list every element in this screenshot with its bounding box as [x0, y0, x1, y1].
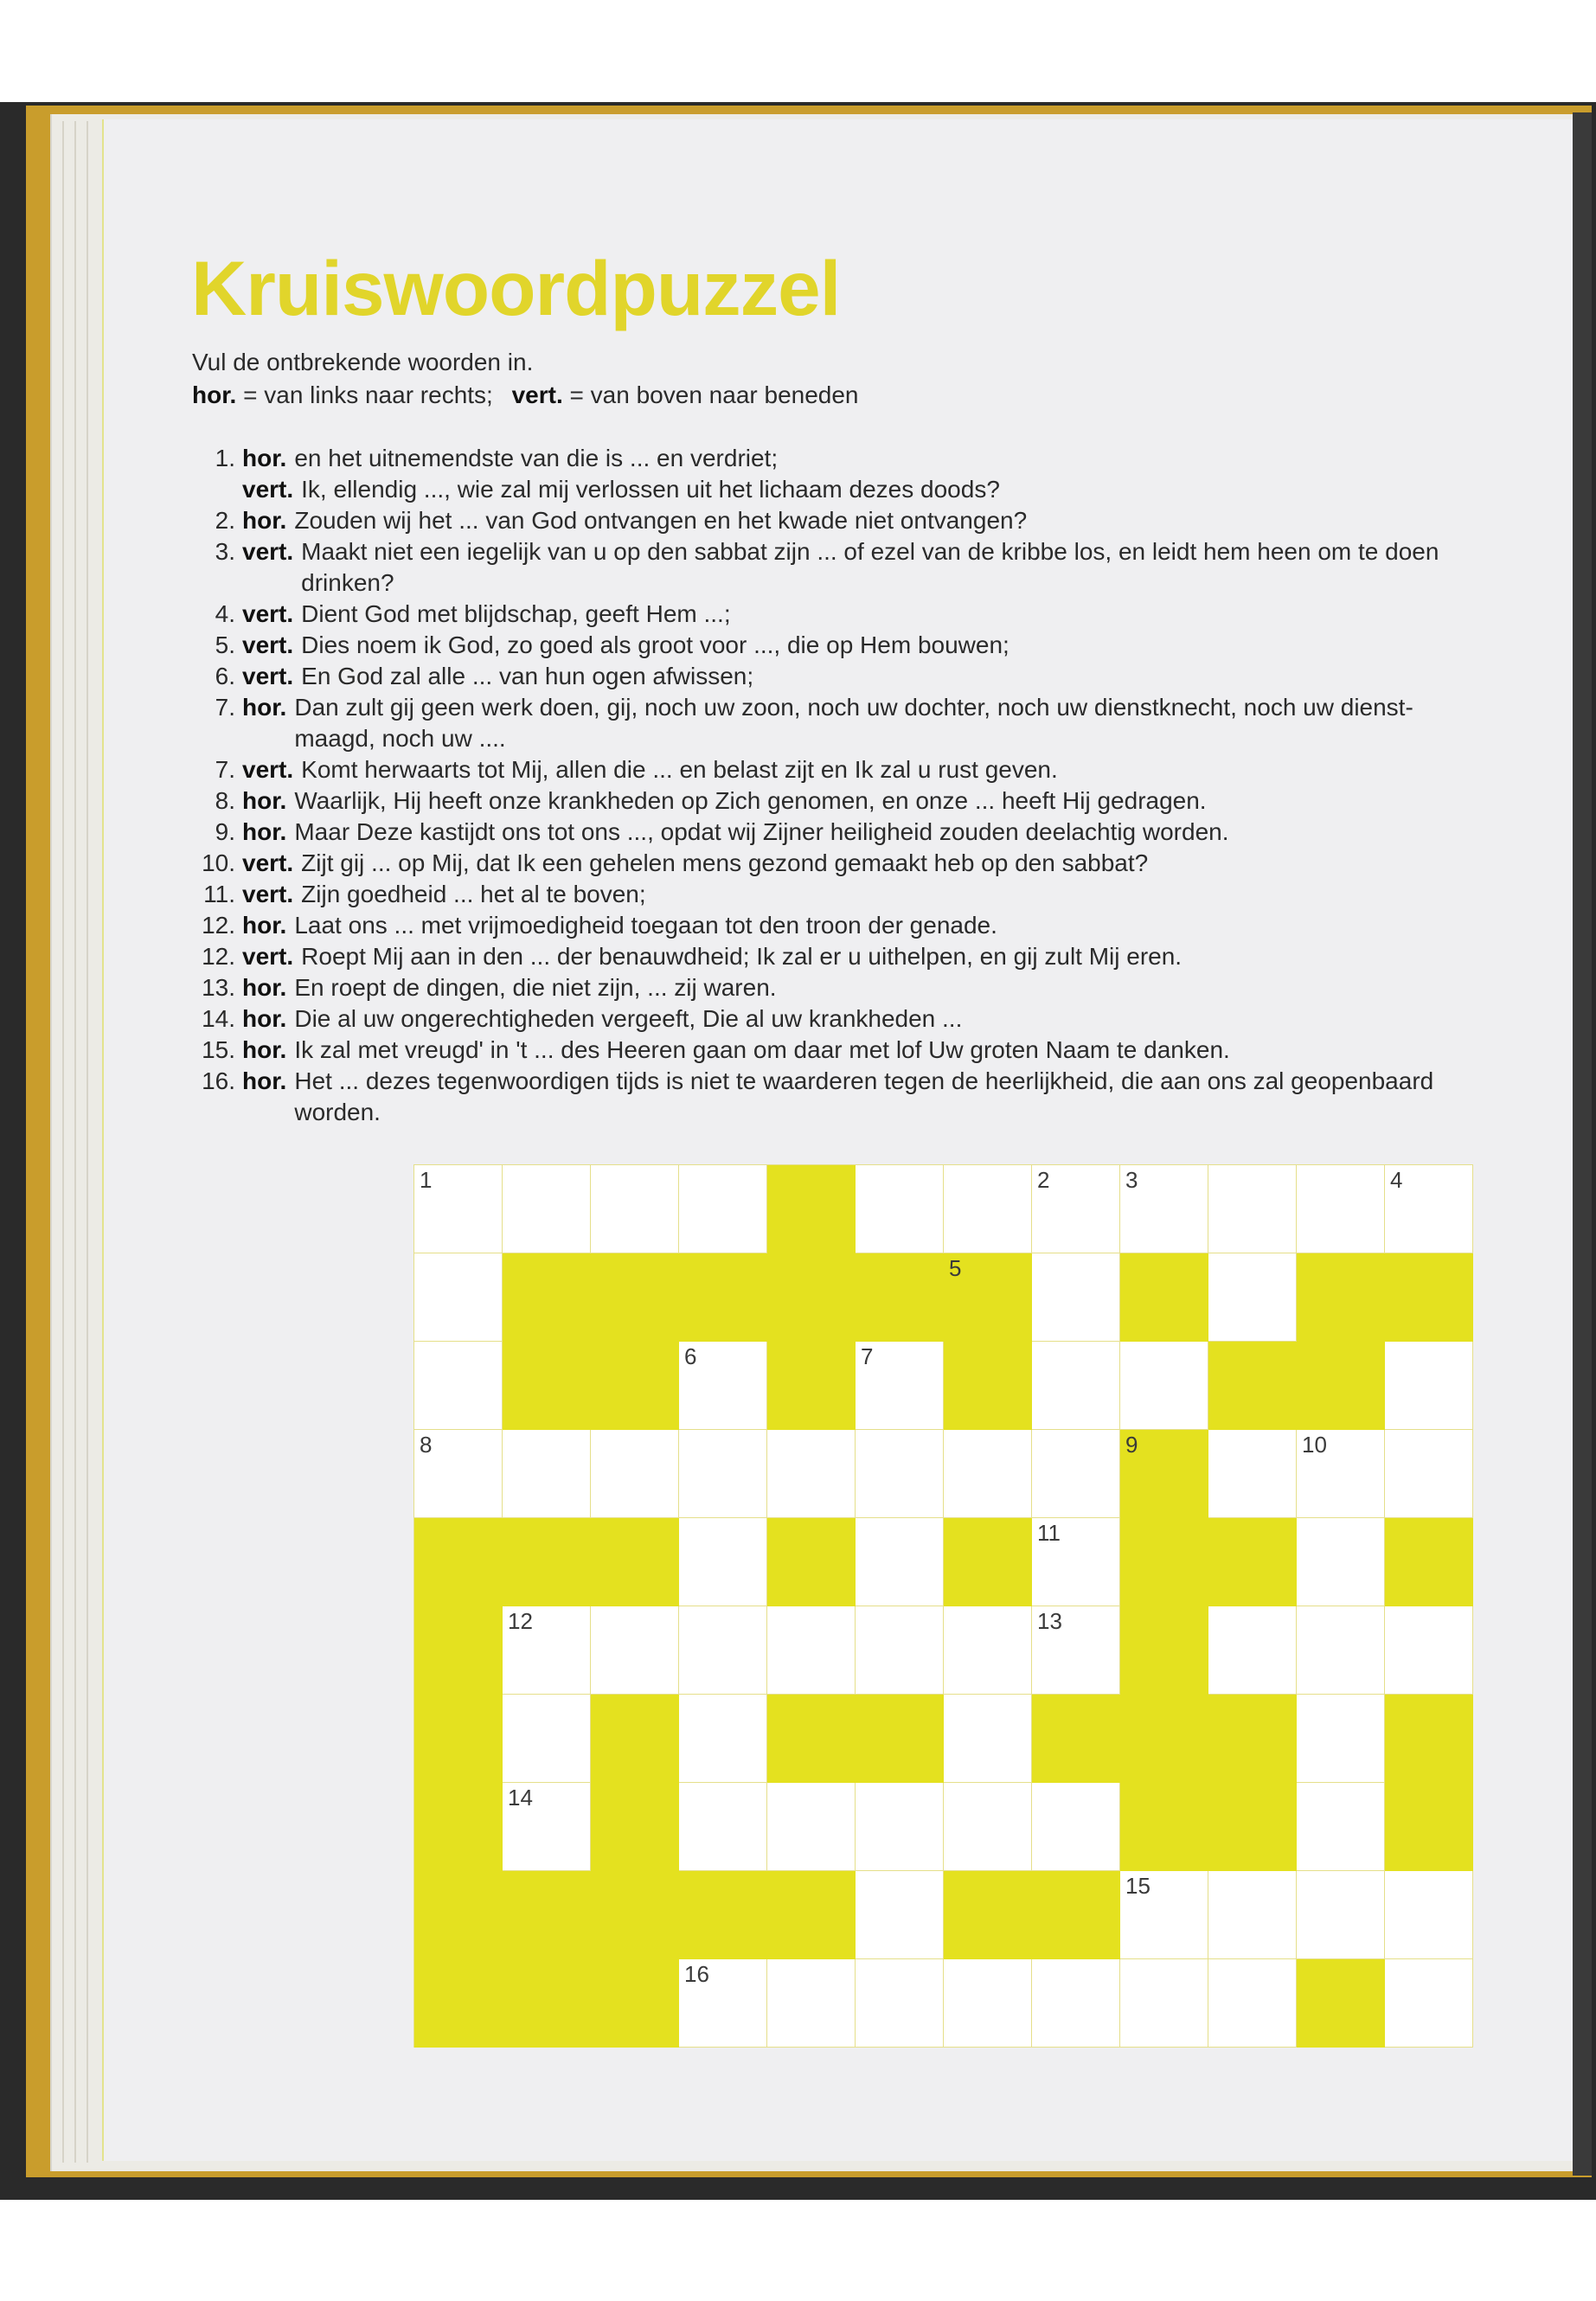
clue-list	[192, 443, 1576, 1128]
block-cell	[503, 1253, 591, 1342]
answer-cell[interactable]	[1297, 1695, 1385, 1783]
answer-cell[interactable]	[1120, 1959, 1208, 2048]
block-cell	[591, 1695, 679, 1783]
answer-cell[interactable]	[767, 1959, 856, 2048]
cell-number: 12	[508, 1608, 533, 1634]
answer-cell[interactable]	[591, 1430, 679, 1518]
block-cell	[414, 1959, 503, 2048]
block-cell	[1120, 1695, 1208, 1783]
clue-text: Zijt gij ... op Mij, dat Ik een gehelen mens gezond gemaakt heb op den sabbat?	[301, 849, 1149, 876]
answer-cell[interactable]	[1208, 1430, 1297, 1518]
block-cell	[767, 1253, 856, 1342]
clue-item	[192, 848, 1576, 879]
clue-text: Ik, ellendig ..., wie zal mij verlossen uit het lichaam dezes doods?	[301, 476, 1000, 503]
block-cell	[856, 1253, 944, 1342]
answer-cell[interactable]	[414, 1165, 503, 1253]
clue-number: 7.	[215, 694, 235, 721]
clue-number: 12.	[202, 912, 235, 939]
answer-cell[interactable]	[1208, 1606, 1297, 1695]
cell-number: 2	[1037, 1167, 1050, 1193]
clue-number: 12.	[202, 943, 235, 970]
answer-cell[interactable]	[856, 1606, 944, 1695]
answer-cell[interactable]	[503, 1606, 591, 1695]
page-margin-rule	[102, 119, 104, 2161]
answer-cell[interactable]	[1208, 1165, 1297, 1253]
answer-cell[interactable]	[414, 1253, 503, 1342]
block-cell	[679, 1871, 767, 1959]
answer-cell[interactable]	[856, 1165, 944, 1253]
answer-cell[interactable]	[944, 1606, 1032, 1695]
clue-number: 5.	[215, 631, 235, 658]
clue-direction: vert.	[242, 631, 294, 658]
block-cell	[1297, 1959, 1385, 2048]
block-cell	[1120, 1253, 1208, 1342]
answer-cell[interactable]	[679, 1606, 767, 1695]
answer-cell[interactable]	[1385, 1871, 1473, 1959]
block-cell	[944, 1871, 1032, 1959]
clue-item	[192, 754, 1576, 785]
clue-direction: hor.	[242, 445, 287, 471]
clue-text: Zouden wij het ... van God ontvangen en het kwade niet ontvangen?	[294, 507, 1028, 534]
clue-direction: hor.	[242, 507, 287, 534]
block-cell	[1032, 1695, 1120, 1783]
clue-number: 8.	[215, 787, 235, 814]
answer-cell[interactable]	[767, 1606, 856, 1695]
answer-cell[interactable]	[856, 1518, 944, 1606]
answer-cell[interactable]	[1385, 1342, 1473, 1430]
block-cell	[503, 1871, 591, 1959]
clue-text: Laat ons ... met vrijmoedigheid toegaan tot den troon der genade.	[294, 912, 997, 939]
clue-text: Dies noem ik God, zo goed als groot voor ..., die op Hem bouwen;	[301, 631, 1010, 658]
clue-direction: hor.	[242, 1067, 287, 1094]
answer-cell[interactable]	[1297, 1606, 1385, 1695]
clue-item	[192, 443, 1576, 474]
answer-cell[interactable]	[1032, 1959, 1120, 2048]
answer-cell[interactable]	[1032, 1430, 1120, 1518]
clue-direction: hor.	[242, 1036, 287, 1063]
clue-direction: vert.	[242, 943, 294, 970]
clue-number: 10.	[202, 849, 235, 876]
clue-item	[192, 692, 1576, 754]
block-cell	[767, 1518, 856, 1606]
clue-item	[192, 817, 1576, 848]
block-cell	[856, 1695, 944, 1783]
block-cell	[1385, 1518, 1473, 1606]
answer-cell[interactable]	[767, 1430, 856, 1518]
clue-item	[192, 1035, 1576, 1066]
clue-number: 14.	[202, 1005, 235, 1032]
cell-number: 16	[684, 1961, 709, 1987]
clue-number: 9.	[215, 818, 235, 845]
cell-number: 6	[684, 1343, 697, 1369]
cell-number: 3	[1125, 1167, 1138, 1193]
cell-number: 10	[1302, 1432, 1327, 1458]
clue-item	[192, 941, 1576, 972]
clue-number: 15.	[202, 1036, 235, 1063]
cell-number: 15	[1125, 1873, 1151, 1899]
clue-text: Komt herwaarts tot Mij, allen die ... en belast zijt en Ik zal u rust geven.	[301, 756, 1058, 783]
block-cell	[1208, 1783, 1297, 1871]
answer-cell[interactable]	[503, 1783, 591, 1871]
answer-cell[interactable]	[591, 1165, 679, 1253]
answer-cell[interactable]	[1208, 1871, 1297, 1959]
clue-text: Waarlijk, Hij heeft onze krankheden op Zich genomen, en onze ... heeft Hij gedragen.	[294, 787, 1207, 814]
clue-direction: vert.	[242, 881, 294, 907]
clue-text-continued: worden.	[294, 1099, 381, 1125]
clue-item	[192, 910, 1576, 941]
instructions-legend	[192, 379, 859, 412]
clue-text: En roept de dingen, die niet zijn, ... zij waren.	[294, 974, 777, 1001]
clue-number: 7.	[215, 756, 235, 783]
clue-text: Die al uw ongerechtigheden vergeeft, Die al uw krankheden ...	[294, 1005, 963, 1032]
block-cell	[1385, 1253, 1473, 1342]
block-cell	[767, 1871, 856, 1959]
answer-cell[interactable]	[679, 1959, 767, 2048]
block-cell	[414, 1783, 503, 1871]
answer-cell[interactable]	[1385, 1959, 1473, 2048]
cell-number: 4	[1390, 1167, 1403, 1193]
page-edge-line	[74, 121, 76, 2163]
clue-direction: hor.	[242, 787, 287, 814]
cell-number: 11	[1037, 1520, 1061, 1546]
block-cell	[1208, 1695, 1297, 1783]
clue-text: Maakt niet een iegelijk van u op den sabbat zijn ... of ezel van de kribbe los, en leidt hem heen om te doen	[301, 538, 1439, 565]
clue-direction: vert.	[242, 476, 294, 503]
block-cell	[944, 1253, 1032, 1342]
clue-direction: hor.	[242, 694, 287, 721]
block-cell	[503, 1959, 591, 2048]
block-cell	[1385, 1783, 1473, 1871]
answer-cell[interactable]	[1297, 1430, 1385, 1518]
instructions	[192, 346, 859, 412]
answer-cell[interactable]	[856, 1783, 944, 1871]
clue-direction: vert.	[242, 600, 294, 627]
clue-text: Het ... dezes tegenwoordigen tijds is niet te waarderen tegen de heerlijkheid, die aan ons zal geopenbaard	[294, 1067, 1434, 1094]
block-cell	[767, 1342, 856, 1430]
clue-number: 11.	[203, 881, 235, 907]
answer-cell[interactable]	[503, 1695, 591, 1783]
answer-cell[interactable]	[856, 1430, 944, 1518]
answer-cell[interactable]	[503, 1430, 591, 1518]
cell-number: 14	[508, 1785, 533, 1811]
answer-cell[interactable]	[679, 1695, 767, 1783]
clue-text: Ik zal met vreugd' in 't ... des Heeren gaan om daar met lof Uw groten Naam te danken.	[294, 1036, 1230, 1063]
answer-cell[interactable]	[944, 1430, 1032, 1518]
book-right-edge	[1573, 112, 1592, 2176]
answer-cell[interactable]	[414, 1430, 503, 1518]
block-cell	[767, 1695, 856, 1783]
page-edge-line	[87, 121, 88, 2163]
clue-direction: vert.	[242, 663, 294, 689]
block-cell	[767, 1165, 856, 1253]
answer-cell[interactable]	[1032, 1606, 1120, 1695]
answer-cell[interactable]	[767, 1783, 856, 1871]
vert-explanation: = van boven naar beneden	[569, 381, 859, 408]
block-cell	[591, 1518, 679, 1606]
answer-cell[interactable]	[591, 1606, 679, 1695]
clue-direction: hor.	[242, 974, 287, 1001]
answer-cell[interactable]	[679, 1783, 767, 1871]
answer-cell[interactable]	[1297, 1518, 1385, 1606]
block-cell	[591, 1253, 679, 1342]
clue-number: 4.	[215, 600, 235, 627]
clue-number: 16.	[202, 1067, 235, 1094]
clue-item	[192, 536, 1576, 599]
block-cell	[1120, 1518, 1208, 1606]
clue-number: 1.	[215, 445, 235, 471]
block-cell	[1120, 1783, 1208, 1871]
answer-cell[interactable]	[944, 1959, 1032, 2048]
clue-direction: vert.	[242, 849, 294, 876]
answer-cell[interactable]	[414, 1342, 503, 1430]
vert-label: vert.	[511, 381, 563, 408]
block-cell	[591, 1342, 679, 1430]
answer-cell[interactable]	[1032, 1783, 1120, 1871]
clue-text: Dan zult gij geen werk doen, gij, noch uw zoon, noch uw dochter, noch uw dienstknecht, noch uw dienst-	[294, 694, 1413, 721]
clue-item	[192, 474, 1576, 505]
answer-cell[interactable]	[1297, 1165, 1385, 1253]
block-cell	[1385, 1695, 1473, 1783]
answer-cell[interactable]	[856, 1959, 944, 2048]
page-title: Kruiswoordpuzzel	[191, 245, 841, 331]
clue-direction: hor.	[242, 818, 287, 845]
answer-cell[interactable]	[1120, 1871, 1208, 1959]
answer-cell[interactable]	[944, 1165, 1032, 1253]
block-cell	[503, 1342, 591, 1430]
clue-item	[192, 785, 1576, 817]
answer-cell[interactable]	[1120, 1342, 1208, 1430]
block-cell	[944, 1342, 1032, 1430]
clue-text-continued: drinken?	[301, 569, 394, 596]
block-cell	[1032, 1871, 1120, 1959]
block-cell	[414, 1871, 503, 1959]
clue-number	[192, 474, 235, 505]
block-cell	[1120, 1430, 1208, 1518]
block-cell	[414, 1606, 503, 1695]
answer-cell[interactable]	[503, 1165, 591, 1253]
answer-cell[interactable]	[1120, 1165, 1208, 1253]
block-cell	[591, 1783, 679, 1871]
answer-cell[interactable]	[1297, 1871, 1385, 1959]
answer-cell[interactable]	[1385, 1606, 1473, 1695]
clue-number: 2.	[215, 507, 235, 534]
answer-cell[interactable]	[1208, 1253, 1297, 1342]
block-cell	[1297, 1253, 1385, 1342]
block-cell	[591, 1959, 679, 2048]
clue-direction: vert.	[242, 538, 294, 565]
clue-number: 13.	[202, 974, 235, 1001]
answer-cell[interactable]	[1032, 1342, 1120, 1430]
answer-cell[interactable]	[856, 1342, 944, 1430]
clue-item	[192, 879, 1576, 910]
cell-number: 13	[1037, 1608, 1062, 1634]
clue-item	[192, 630, 1576, 661]
answer-cell[interactable]	[679, 1342, 767, 1430]
block-cell	[1208, 1342, 1297, 1430]
answer-cell[interactable]	[856, 1871, 944, 1959]
answer-cell[interactable]	[944, 1695, 1032, 1783]
cell-number: 7	[861, 1343, 874, 1369]
answer-cell[interactable]	[679, 1430, 767, 1518]
clue-number: 6.	[215, 663, 235, 689]
answer-cell[interactable]	[1385, 1165, 1473, 1253]
block-cell	[679, 1253, 767, 1342]
clue-item	[192, 1066, 1576, 1128]
answer-cell[interactable]	[1032, 1518, 1120, 1606]
block-cell	[591, 1871, 679, 1959]
crossword-grid	[413, 1164, 1473, 2048]
clue-text: Maar Deze kastijdt ons tot ons ..., opdat wij Zijner heiligheid zouden deelachtig worden.	[294, 818, 1229, 845]
clue-text: Roept Mij aan in den ... der benauwdheid; Ik zal er u uithelpen, en gij zult Mij eren.	[301, 943, 1183, 970]
block-cell	[414, 1518, 503, 1606]
clue-direction: hor.	[242, 912, 287, 939]
answer-cell[interactable]	[679, 1165, 767, 1253]
block-cell	[944, 1518, 1032, 1606]
clue-item	[192, 661, 1576, 692]
clue-direction: hor.	[242, 1005, 287, 1032]
clue-text: en het uitnemendste van die is ... en verdriet;	[294, 445, 779, 471]
block-cell	[503, 1518, 591, 1606]
clue-direction: vert.	[242, 756, 294, 783]
clue-number: 3.	[215, 538, 235, 565]
block-cell	[1120, 1606, 1208, 1695]
cell-number: 8	[420, 1432, 433, 1458]
clue-item	[192, 505, 1576, 536]
instructions-line: Vul de ontbrekende woorden in.	[192, 349, 534, 375]
answer-cell[interactable]	[1385, 1430, 1473, 1518]
answer-cell[interactable]	[944, 1783, 1032, 1871]
cell-number: 9	[1125, 1432, 1138, 1458]
clue-item	[192, 972, 1576, 1003]
clue-text: Dient God met blijdschap, geeft Hem ...;	[301, 600, 731, 627]
answer-cell[interactable]	[679, 1518, 767, 1606]
answer-cell[interactable]	[1208, 1959, 1297, 2048]
hor-explanation: = van links naar rechts;	[243, 381, 493, 408]
clue-text-continued: maagd, noch uw ....	[294, 725, 506, 752]
clue-text: En God zal alle ... van hun ogen afwissen;	[301, 663, 754, 689]
hor-label: hor.	[192, 381, 237, 408]
answer-cell[interactable]	[1297, 1783, 1385, 1871]
page-edge-line	[62, 121, 64, 2163]
clue-item	[192, 599, 1576, 630]
answer-cell[interactable]	[1032, 1165, 1120, 1253]
clue-item	[192, 1003, 1576, 1035]
cell-number: 5	[949, 1255, 962, 1281]
block-cell	[414, 1695, 503, 1783]
block-cell	[1208, 1518, 1297, 1606]
block-cell	[1297, 1342, 1385, 1430]
cell-number: 1	[420, 1167, 433, 1193]
answer-cell[interactable]	[1032, 1253, 1120, 1342]
clue-text: Zijn goedheid ... het al te boven;	[301, 881, 646, 907]
